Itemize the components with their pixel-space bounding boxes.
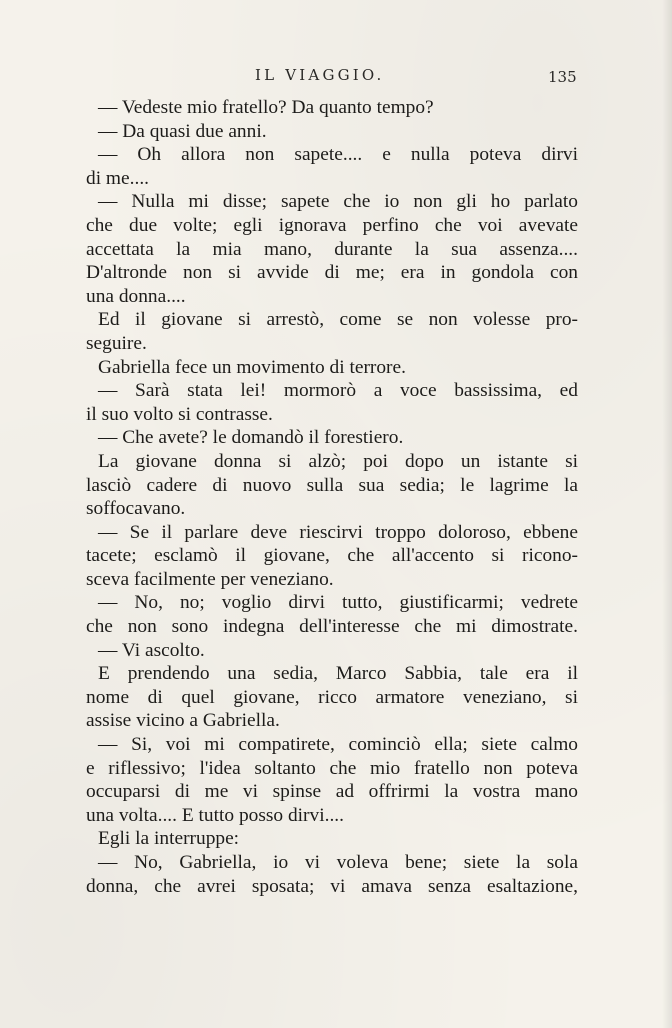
text-line: La giovane donna si alzò; poi dopo un istante si [98,450,578,472]
text-line: accettata la mia mano, durante la sua assenza.... [86,238,578,260]
text-line: Ed il giovane si arrestò, come se non volesse pro- [98,309,578,331]
text-line: — Oh allora non sapete.... e nulla poteva dirvi [98,144,578,166]
text-line: — Se il parlare deve riescirvi troppo doloroso, ebbene [98,521,578,543]
text-line: D'altronde non si avvide di me; era in gondola con [86,262,578,284]
text-line: il suo volto si contrasse. [86,403,273,425]
text-line: e riflessivo; l'idea soltanto che mio fratello non poteva [86,757,578,779]
text-line: tacete; esclamò il giovane, che all'accento si ricono- [86,545,578,567]
text-line: una donna.... [86,285,186,307]
text-line: — Sarà stata lei! mormorò a voce bassissima, ed [98,380,578,402]
text-line: — Nulla mi disse; sapete che io non gli ho parlato [98,191,578,213]
text-line: — Vedeste mio fratello? Da quanto tempo? [98,97,434,118]
text-line: donna, che avrei sposata; vi amava senza esaltazione, [86,875,578,897]
text-line: Gabriella fece un movimento di terrore. [98,356,406,378]
text-line: assise vicino a Gabriella. [86,710,280,732]
text-line: sceva facilmente per veneziano. [86,568,334,590]
text-line: lasciò cadere di nuovo sulla sua sedia; le lagrime la [86,474,578,496]
text-line: — No, no; voglio dirvi tutto, giustificarmi; vedrete [98,592,578,614]
page-number: 135 [548,68,577,86]
text-line: — No, Gabriella, io vi voleva bene; siete la sola [98,852,578,873]
text-line: che non sono indegna dell'interesse che mi dimostrate. [86,616,578,638]
text-line: seguire. [86,332,147,354]
text-line: — Vi ascolto. [98,639,205,661]
page-edge-shadow [662,0,672,1028]
running-title: IL VIAGGIO. [255,66,385,84]
text-line: una volta.... E tutto posso dirvi.... [86,804,344,826]
text-line: soffocavano. [86,498,186,520]
text-line: occuparsi di me vi spinse ad offrirmi la vostra mano [86,781,578,803]
text-line: — Si, voi mi compatirete, cominciò ella; siete calmo [98,734,578,756]
text-line: E prendendo una sedia, Marco Sabbia, tale era il [98,663,578,685]
body-text [86,96,578,898]
text-line: Egli la interruppe: [98,828,240,850]
text-line: — Da quasi due anni. [98,120,267,142]
text-line: di me.... [86,167,150,189]
running-head [0,66,672,90]
text-line: — Che avete? le domandò il forestiero. [98,427,404,449]
text-line: nome di quel giovane, ricco armatore veneziano, si [86,686,578,708]
text-line: che due volte; egli ignorava perfino che voi avevate [86,214,578,236]
